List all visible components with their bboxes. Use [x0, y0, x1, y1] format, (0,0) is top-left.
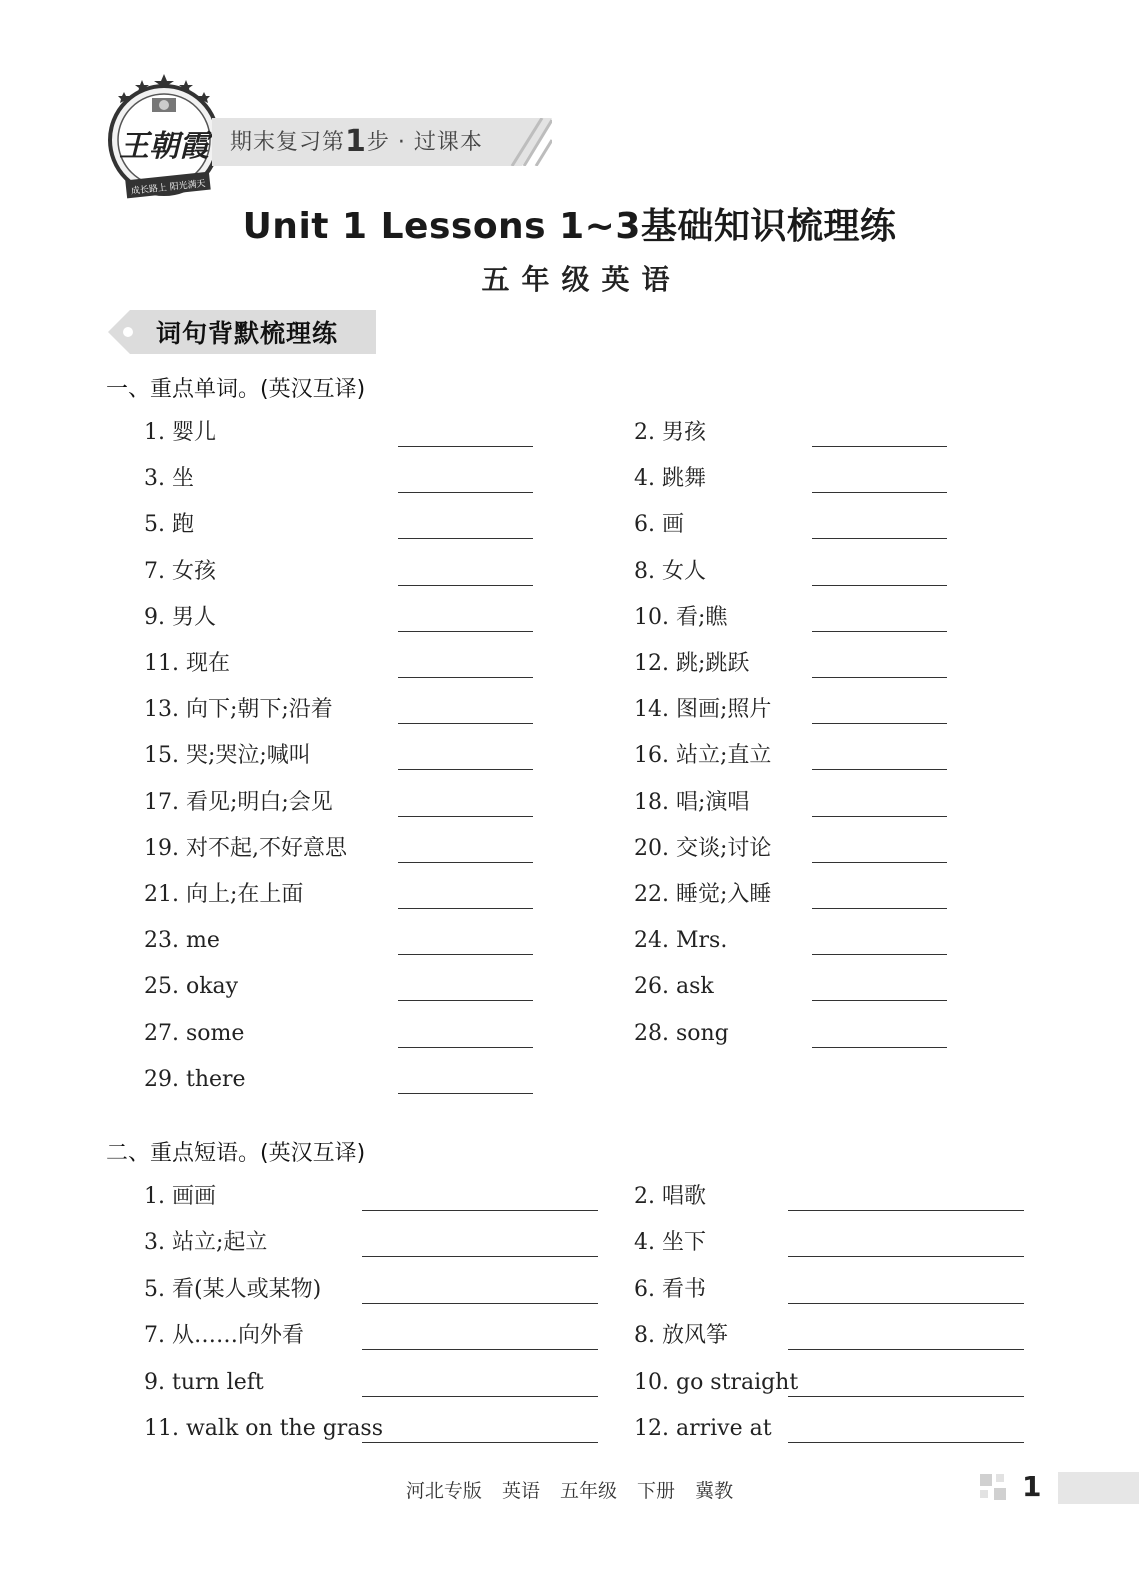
- answer-blank[interactable]: [362, 1256, 598, 1257]
- answer-blank[interactable]: [398, 816, 533, 817]
- page-subtitle: 五年级英语: [481, 263, 682, 296]
- answer-blank[interactable]: [362, 1303, 598, 1304]
- item-label: 22. 睡觉;入睡: [634, 882, 772, 907]
- page-title: Unit 1 Lessons 1~3基础知识梳理练: [242, 206, 897, 247]
- item-label: 14. 图画;照片: [634, 697, 772, 723]
- item-label: 10. go straight: [634, 1369, 799, 1395]
- item-label: 24. Mrs.: [634, 928, 728, 954]
- item-label: 3. 站立;起立: [144, 1230, 268, 1256]
- item-label: 8. 放风筝: [634, 1323, 728, 1349]
- answer-blank[interactable]: [398, 1047, 533, 1048]
- item-label: 20. 交谈;讨论: [634, 835, 772, 861]
- footer-edition: 河北专版 英语 五年级 下册 冀教: [405, 1480, 734, 1502]
- answer-blank[interactable]: [398, 1000, 533, 1001]
- item-label: 13. 向下;朝下;沿着: [144, 697, 333, 723]
- answer-blank[interactable]: [398, 769, 533, 770]
- item-label: 17. 看见;明白;会见: [144, 789, 333, 815]
- svg-text:成长路上 阳光满天: 成长路上 阳光满天: [130, 179, 207, 197]
- item-label: 10. 看;瞧: [634, 604, 728, 630]
- item-label: 15. 哭;哭泣;喊叫: [144, 743, 311, 769]
- page-number: 1: [1022, 1470, 1042, 1503]
- answer-blank[interactable]: [812, 908, 947, 909]
- part1-heading: 一、重点单词。(英汉互译): [106, 377, 366, 402]
- answer-blank[interactable]: [812, 723, 947, 724]
- answer-blank[interactable]: [812, 538, 947, 539]
- item-label: 4. 坐下: [634, 1230, 706, 1256]
- item-label: 1. 画画: [144, 1184, 216, 1209]
- answer-blank[interactable]: [362, 1442, 598, 1443]
- item-label: 7. 从……向外看: [144, 1323, 304, 1349]
- answer-blank[interactable]: [812, 954, 947, 955]
- answer-blank[interactable]: [812, 492, 947, 493]
- answer-blank[interactable]: [812, 816, 947, 817]
- item-label: 6. 画: [634, 512, 684, 538]
- answer-blank[interactable]: [812, 769, 947, 770]
- answer-blank[interactable]: [398, 492, 533, 493]
- answer-blank[interactable]: [362, 1396, 598, 1397]
- answer-blank[interactable]: [398, 908, 533, 909]
- answer-blank[interactable]: [788, 1256, 1024, 1257]
- page-number-bar: [1058, 1472, 1139, 1504]
- item-label: 16. 站立;直立: [634, 743, 772, 769]
- item-label: 12. arrive at: [634, 1416, 772, 1441]
- answer-blank[interactable]: [812, 1000, 947, 1001]
- answer-blank[interactable]: [812, 585, 947, 586]
- item-label: 4. 跳舞: [634, 466, 706, 492]
- answer-blank[interactable]: [398, 631, 533, 632]
- item-label: 5. 看(某人或某物): [144, 1276, 322, 1302]
- item-label: 6. 看书: [634, 1276, 706, 1302]
- item-label: 2. 唱歌: [634, 1184, 706, 1209]
- answer-blank[interactable]: [788, 1396, 1024, 1397]
- item-label: 26. ask: [634, 974, 714, 1000]
- answer-blank[interactable]: [398, 954, 533, 955]
- answer-blank[interactable]: [398, 1093, 533, 1094]
- answer-blank[interactable]: [398, 723, 533, 724]
- item-label: 9. 男人: [144, 604, 216, 630]
- item-label: 21. 向上;在上面: [144, 882, 304, 907]
- item-label: 11. walk on the grass: [144, 1416, 384, 1441]
- item-label: 19. 对不起,不好意思: [144, 835, 347, 861]
- answer-blank[interactable]: [398, 538, 533, 539]
- item-label: 23. me: [144, 928, 220, 954]
- publisher-logo: [104, 72, 224, 200]
- answer-blank[interactable]: [788, 1442, 1024, 1443]
- part2-heading: 二、重点短语。(英汉互译): [106, 1141, 366, 1166]
- answer-blank[interactable]: [398, 446, 533, 447]
- item-label: 3. 坐: [144, 466, 194, 492]
- item-label: 29. there: [144, 1066, 246, 1092]
- answer-blank[interactable]: [362, 1349, 598, 1350]
- answer-blank[interactable]: [398, 585, 533, 586]
- item-label: 12. 跳;跳跃: [634, 651, 750, 676]
- answer-blank[interactable]: [788, 1210, 1024, 1211]
- answer-blank[interactable]: [788, 1349, 1024, 1350]
- item-label: 11. 现在: [144, 651, 230, 676]
- banner-text: 期末复习第1步 · 过课本: [230, 124, 483, 159]
- answer-blank[interactable]: [812, 677, 947, 678]
- item-label: 28. song: [634, 1020, 729, 1046]
- item-label: 27. some: [144, 1020, 245, 1046]
- answer-blank[interactable]: [812, 631, 947, 632]
- svg-text:王朝霞: 王朝霞: [119, 129, 209, 164]
- item-label: 9. turn left: [144, 1369, 264, 1395]
- answer-blank[interactable]: [362, 1210, 598, 1211]
- answer-blank[interactable]: [812, 862, 947, 863]
- answer-blank[interactable]: [788, 1303, 1024, 1304]
- section-tag: 词句背默梳理练: [156, 319, 339, 348]
- item-label: 1. 婴儿: [144, 420, 216, 445]
- item-label: 5. 跑: [144, 512, 194, 538]
- item-label: 18. 唱;演唱: [634, 789, 750, 815]
- answer-blank[interactable]: [812, 446, 947, 447]
- item-label: 25. okay: [144, 974, 239, 1000]
- answer-blank[interactable]: [398, 677, 533, 678]
- answer-blank[interactable]: [398, 862, 533, 863]
- item-label: 7. 女孩: [144, 558, 216, 584]
- answer-blank[interactable]: [812, 1047, 947, 1048]
- item-label: 2. 男孩: [634, 420, 706, 445]
- page-corner-decoration: [978, 1472, 1018, 1504]
- item-label: 8. 女人: [634, 558, 706, 584]
